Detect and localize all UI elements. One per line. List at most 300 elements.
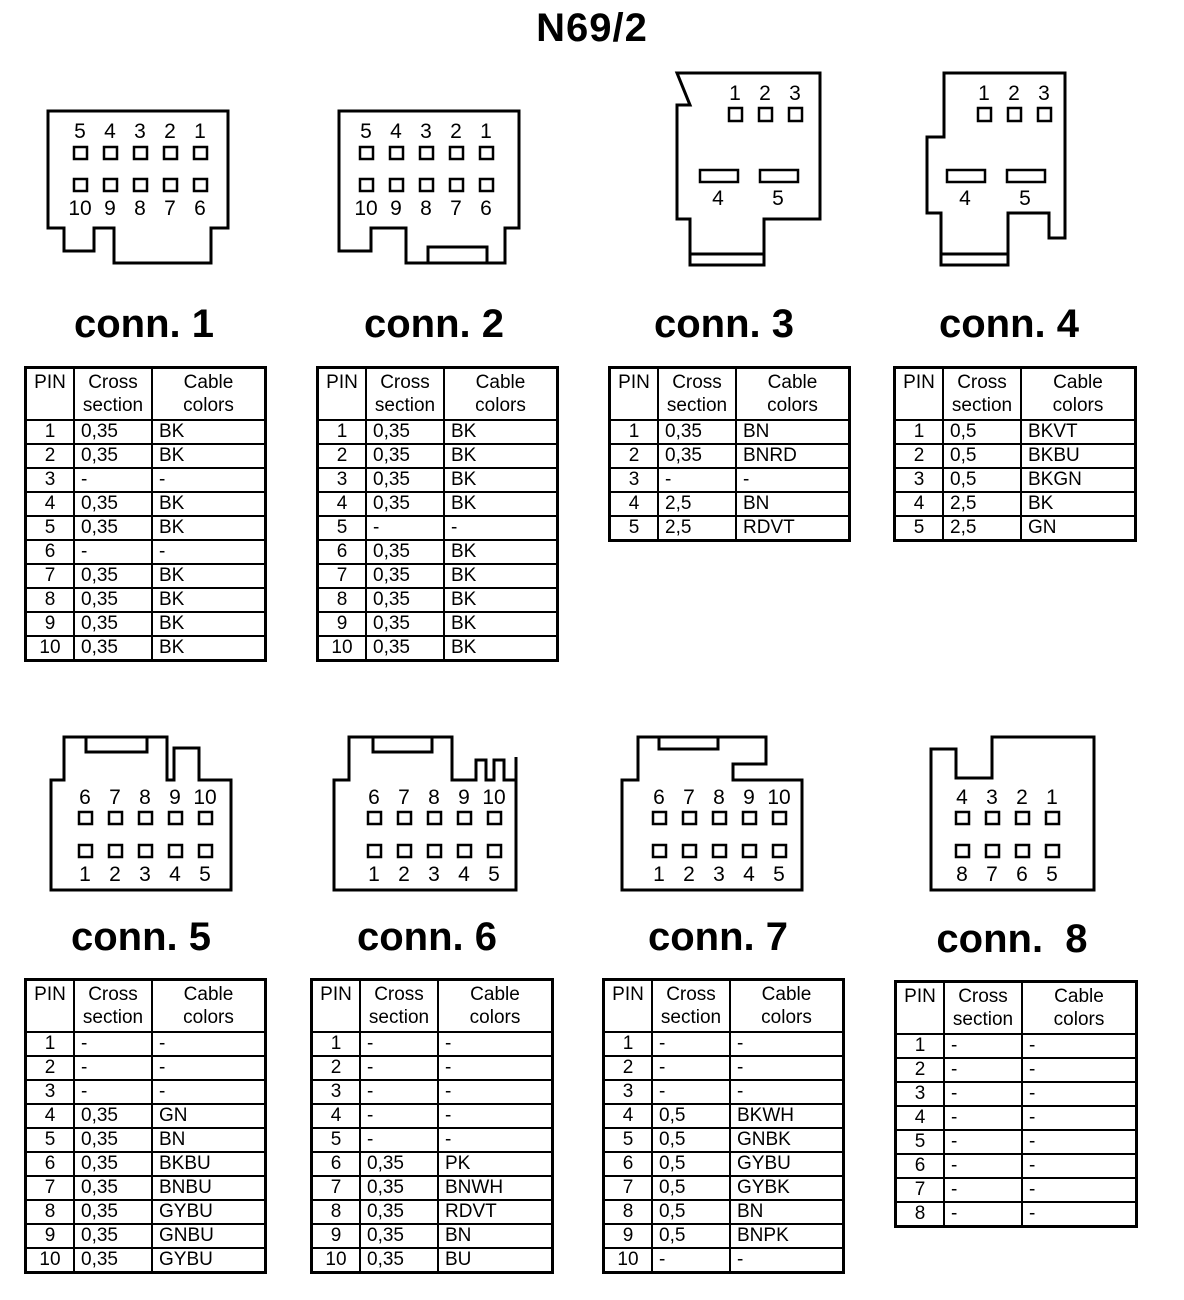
cross-section-value: 0,5 (652, 1200, 730, 1224)
cross-section-value: 0,5 (943, 444, 1021, 468)
connector-8-pin-table (894, 980, 1138, 1228)
cross-section-value: - (360, 1080, 438, 1104)
header-pin: PIN (610, 368, 659, 421)
cable-color-value: - (1022, 1178, 1137, 1202)
pin-number-label: 4 (104, 120, 116, 143)
table-header-row (896, 982, 1137, 1035)
pin-number: 9 (604, 1224, 653, 1248)
pin-number-label: 9 (390, 197, 402, 220)
pin-number-label: 3 (713, 863, 725, 886)
cross-section-value: 0,35 (74, 588, 152, 612)
cable-color-value: - (730, 1080, 844, 1104)
cable-color-value: BK (444, 564, 558, 588)
cable-color-value: BKBU (1021, 444, 1136, 468)
cable-color-value: - (1022, 1202, 1137, 1227)
pin-number-label: 3 (1038, 82, 1050, 105)
pin-number: 9 (312, 1224, 361, 1248)
table-row (312, 1128, 553, 1152)
header-pin: PIN (312, 980, 361, 1033)
cable-color-value: GYBU (152, 1200, 266, 1224)
table-row (26, 1248, 266, 1273)
pin-number-label: 7 (109, 786, 121, 809)
header-cable-colors: Cable colors (736, 368, 850, 421)
pin-number-label: 1 (1046, 786, 1058, 809)
cable-color-value: BNRD (736, 444, 850, 468)
table-row (895, 468, 1136, 492)
cross-section-value: 0,35 (74, 516, 152, 540)
pin-number: 7 (318, 564, 367, 588)
pin-number: 8 (896, 1202, 945, 1227)
cable-color-value: - (730, 1248, 844, 1273)
cable-color-value: BNWH (438, 1176, 553, 1200)
pin-number-label: 6 (653, 786, 665, 809)
table-row (604, 1152, 844, 1176)
cable-color-value: - (1022, 1130, 1137, 1154)
pin-number: 2 (318, 444, 367, 468)
table-row (896, 1058, 1137, 1082)
pin-number-label: 2 (1008, 82, 1020, 105)
pin-number: 3 (318, 468, 367, 492)
header-cable-colors: Cable colors (1022, 982, 1137, 1035)
pin-number: 5 (610, 516, 659, 541)
cable-color-value: PK (438, 1152, 553, 1176)
cross-section-value: 2,5 (943, 516, 1021, 541)
pin-number-label: 1 (194, 120, 206, 143)
pin-number-label: 6 (79, 786, 91, 809)
pin-number-label: 10 (767, 786, 791, 809)
pin-number-label: 3 (420, 120, 432, 143)
cable-color-value: BNPK (730, 1224, 844, 1248)
pin-number: 5 (26, 1128, 75, 1152)
table-row (312, 1080, 553, 1104)
pin-number-label: 4 (959, 187, 971, 210)
pin-number: 1 (26, 1032, 75, 1056)
cross-section-value: 0,5 (652, 1128, 730, 1152)
cross-section-value: 0,35 (74, 492, 152, 516)
table-row (895, 420, 1136, 444)
table-row (26, 636, 266, 661)
pin-number-label: 1 (978, 82, 990, 105)
cable-color-value: BNBU (152, 1176, 266, 1200)
cable-color-value: - (1022, 1082, 1137, 1106)
cable-color-value: BKVT (1021, 420, 1136, 444)
cross-section-value: 0,5 (943, 468, 1021, 492)
pin-number-label: 3 (134, 120, 146, 143)
header-pin: PIN (896, 982, 945, 1035)
pin-number: 4 (895, 492, 944, 516)
pin-number: 4 (26, 492, 75, 516)
connector-6-latch (373, 737, 432, 752)
cross-section-value: 0,35 (366, 612, 444, 636)
cable-color-value: BK (152, 636, 266, 661)
pin-number-label: 2 (683, 863, 695, 886)
pin-number: 10 (604, 1248, 653, 1273)
pin-number-label: 1 (79, 863, 91, 886)
cross-section-value: - (652, 1080, 730, 1104)
pin-number: 2 (26, 1056, 75, 1080)
pin-number-label: 10 (482, 786, 506, 809)
pin-number: 2 (895, 444, 944, 468)
pin-number: 3 (26, 468, 75, 492)
table-row (896, 1154, 1137, 1178)
pin-number: 8 (26, 1200, 75, 1224)
pin-number-label: 4 (743, 863, 755, 886)
pin-number-label: 4 (169, 863, 181, 886)
header-pin: PIN (26, 980, 75, 1033)
pin-number: 1 (604, 1032, 653, 1056)
cross-section-value: 2,5 (658, 516, 736, 541)
pin-number-label: 5 (488, 863, 500, 886)
pin-number: 10 (26, 1248, 75, 1273)
cross-section-value: - (944, 1106, 1022, 1130)
table-row (26, 1152, 266, 1176)
cable-color-value: GNBU (152, 1224, 266, 1248)
cross-section-value: 0,35 (360, 1224, 438, 1248)
connector-4-label: conn. 4 (938, 302, 1080, 346)
pin-number-label: 9 (458, 786, 470, 809)
header-cross-section: Cross section (652, 980, 730, 1033)
table-row (604, 1248, 844, 1273)
cross-section-value: - (944, 1058, 1022, 1082)
cross-section-value: 0,35 (74, 1248, 152, 1273)
connector-5-latch (86, 737, 147, 752)
header-cable-colors: Cable colors (152, 368, 266, 421)
pin-number: 4 (26, 1104, 75, 1128)
cross-section-value: 0,35 (74, 420, 152, 444)
pin-number-label: 10 (193, 786, 217, 809)
pin-number-label: 6 (368, 786, 380, 809)
pin-number-label: 6 (1016, 863, 1028, 886)
pin-number: 2 (312, 1056, 361, 1080)
cross-section-value: 0,35 (366, 492, 444, 516)
header-cross-section: Cross section (366, 368, 444, 421)
pin-number-label: 2 (164, 120, 176, 143)
connector-4-pin-table (893, 366, 1137, 542)
cross-section-value: 0,35 (74, 1152, 152, 1176)
cross-section-value: 0,35 (360, 1176, 438, 1200)
table-row (26, 1224, 266, 1248)
cross-section-value: 0,35 (360, 1200, 438, 1224)
cross-section-value: - (652, 1248, 730, 1273)
pin-number-label: 10 (68, 197, 92, 220)
cable-color-value: BK (444, 540, 558, 564)
cable-color-value: BN (438, 1224, 553, 1248)
cable-color-value: - (438, 1080, 553, 1104)
pin-number-label: 9 (169, 786, 181, 809)
cable-color-value: GYBU (152, 1248, 266, 1273)
connector-6-label: conn. 6 (356, 915, 498, 959)
pin-number: 3 (26, 1080, 75, 1104)
header-pin: PIN (895, 368, 944, 421)
table-header-row (895, 368, 1136, 421)
cross-section-value: - (74, 468, 152, 492)
pin-number: 8 (604, 1200, 653, 1224)
cable-color-value: RDVT (438, 1200, 553, 1224)
pin-number-label: 9 (104, 197, 116, 220)
pin-number-label: 10 (354, 197, 378, 220)
table-row (26, 444, 266, 468)
pin-number: 2 (610, 444, 659, 468)
cable-color-value: BN (152, 1128, 266, 1152)
pin-number: 2 (604, 1056, 653, 1080)
connector-2-label: conn. 2 (363, 302, 505, 346)
table-row (26, 492, 266, 516)
pin-number: 1 (610, 420, 659, 444)
header-pin: PIN (318, 368, 367, 421)
pin-number: 2 (26, 444, 75, 468)
cable-color-value: - (438, 1056, 553, 1080)
pin-number: 8 (318, 588, 367, 612)
table-row (312, 1224, 553, 1248)
cable-color-value: - (1022, 1154, 1137, 1178)
cable-color-value: BK (444, 636, 558, 661)
pin-number: 6 (896, 1154, 945, 1178)
table-row (312, 1200, 553, 1224)
pin-number: 1 (26, 420, 75, 444)
pin-number-label: 5 (1046, 863, 1058, 886)
table-row (895, 444, 1136, 468)
pin-number: 7 (26, 564, 75, 588)
cross-section-value: - (360, 1056, 438, 1080)
cross-section-value: - (658, 468, 736, 492)
header-cable-colors: Cable colors (438, 980, 553, 1033)
pin-number: 1 (896, 1034, 945, 1058)
cross-section-value: 0,5 (652, 1176, 730, 1200)
connector-6-pin-table (310, 978, 554, 1274)
table-row (312, 1032, 553, 1056)
table-row (26, 612, 266, 636)
pin-number-label: 8 (713, 786, 725, 809)
cable-color-value: - (152, 468, 266, 492)
pin-number: 6 (312, 1152, 361, 1176)
table-row (318, 540, 558, 564)
cross-section-value: 0,35 (74, 1224, 152, 1248)
table-row (895, 492, 1136, 516)
pin-number: 1 (318, 420, 367, 444)
pin-number-label: 7 (986, 863, 998, 886)
table-header-row (312, 980, 553, 1033)
table-row (896, 1034, 1137, 1058)
pin-number: 7 (312, 1176, 361, 1200)
pin-number-label: 4 (458, 863, 470, 886)
pin-number-label: 7 (450, 197, 462, 220)
pin-number: 3 (604, 1080, 653, 1104)
cable-color-value: - (152, 1080, 266, 1104)
pin-number-label: 5 (360, 120, 372, 143)
pin-number: 6 (604, 1152, 653, 1176)
cross-section-value: - (360, 1032, 438, 1056)
header-cross-section: Cross section (360, 980, 438, 1033)
pin-number-label: 8 (420, 197, 432, 220)
connector-2-latch (428, 247, 487, 263)
cross-section-value: - (944, 1082, 1022, 1106)
pin-number-label: 7 (164, 197, 176, 220)
cable-color-value: BU (438, 1248, 553, 1273)
pin-number-label: 1 (480, 120, 492, 143)
table-row (318, 420, 558, 444)
cable-color-value: BK (444, 444, 558, 468)
header-cable-colors: Cable colors (444, 368, 558, 421)
cable-color-value: BN (730, 1200, 844, 1224)
cable-color-value: BK (1021, 492, 1136, 516)
pin-number: 5 (604, 1128, 653, 1152)
cable-color-value: - (730, 1056, 844, 1080)
cross-section-value: 0,35 (360, 1248, 438, 1273)
connector-3-pin-table (608, 366, 851, 542)
pin-number: 4 (318, 492, 367, 516)
cross-section-value: 0,35 (74, 636, 152, 661)
pin-number-label: 2 (1016, 786, 1028, 809)
table-row (312, 1176, 553, 1200)
cross-section-value: 0,35 (658, 420, 736, 444)
cross-section-value: - (360, 1128, 438, 1152)
cross-section-value: 0,35 (366, 588, 444, 612)
table-row (610, 492, 850, 516)
table-row (896, 1106, 1137, 1130)
pin-number: 9 (318, 612, 367, 636)
table-row (896, 1082, 1137, 1106)
cable-color-value: BK (152, 420, 266, 444)
table-row (26, 1176, 266, 1200)
cross-section-value: 0,35 (366, 468, 444, 492)
cross-section-value: - (944, 1202, 1022, 1227)
cross-section-value: 0,5 (943, 420, 1021, 444)
cable-color-value: - (1022, 1106, 1137, 1130)
table-row (312, 1104, 553, 1128)
table-row (26, 588, 266, 612)
pin-number-label: 7 (683, 786, 695, 809)
connector-5-label: conn. 5 (70, 915, 212, 959)
cable-color-value: - (152, 540, 266, 564)
connector-7-pin-table (602, 978, 845, 1274)
pin-number-label: 2 (450, 120, 462, 143)
cross-section-value: 0,35 (360, 1152, 438, 1176)
table-row (604, 1056, 844, 1080)
connector-7-latch (659, 737, 718, 749)
table-row (896, 1130, 1137, 1154)
table-row (312, 1056, 553, 1080)
cable-color-value: - (152, 1056, 266, 1080)
pin-number: 9 (26, 612, 75, 636)
cross-section-value: 0,35 (74, 1128, 152, 1152)
cross-section-value: 0,35 (658, 444, 736, 468)
header-pin: PIN (604, 980, 653, 1033)
cable-color-value: - (152, 1032, 266, 1056)
cross-section-value: 0,35 (74, 1176, 152, 1200)
pin-number-label: 8 (956, 863, 968, 886)
cable-color-value: BK (152, 492, 266, 516)
cross-section-value: - (74, 540, 152, 564)
table-row (604, 1032, 844, 1056)
pin-number-label: 6 (480, 197, 492, 220)
pin-number-label: 3 (139, 863, 151, 886)
header-cable-colors: Cable colors (152, 980, 266, 1033)
pin-number: 6 (26, 540, 75, 564)
cable-color-value: - (438, 1104, 553, 1128)
pin-number-label: 8 (139, 786, 151, 809)
table-row (26, 1032, 266, 1056)
cable-color-value: BK (152, 564, 266, 588)
pin-number: 7 (896, 1178, 945, 1202)
cable-color-value: BN (736, 492, 850, 516)
cross-section-value: - (944, 1130, 1022, 1154)
pin-number: 1 (895, 420, 944, 444)
cable-color-value: BKWH (730, 1104, 844, 1128)
cross-section-value: 2,5 (658, 492, 736, 516)
cable-color-value: - (1022, 1058, 1137, 1082)
cross-section-value: 0,35 (74, 612, 152, 636)
table-row (604, 1176, 844, 1200)
table-row (610, 420, 850, 444)
pin-number-label: 5 (74, 120, 86, 143)
pin-number: 3 (312, 1080, 361, 1104)
page-title: N69/2 (536, 6, 648, 50)
cable-color-value: BK (444, 588, 558, 612)
cross-section-value: 0,35 (74, 1104, 152, 1128)
header-cable-colors: Cable colors (730, 980, 844, 1033)
pin-number: 10 (26, 636, 75, 661)
table-row (26, 1080, 266, 1104)
cable-color-value: BK (444, 420, 558, 444)
cross-section-value: - (74, 1080, 152, 1104)
pin-number-label: 6 (194, 197, 206, 220)
pin-number: 5 (896, 1130, 945, 1154)
cable-color-value: BK (152, 588, 266, 612)
pin-number-label: 3 (428, 863, 440, 886)
pin-number: 5 (26, 516, 75, 540)
table-header-row (318, 368, 558, 421)
pin-number: 4 (610, 492, 659, 516)
cross-section-value: - (944, 1178, 1022, 1202)
pin-number: 5 (312, 1128, 361, 1152)
table-row (318, 444, 558, 468)
cross-section-value: 0,35 (366, 540, 444, 564)
connector-1-pin-table (24, 366, 267, 662)
pin-number-label: 1 (653, 863, 665, 886)
cable-color-value: GN (152, 1104, 266, 1128)
header-cross-section: Cross section (74, 368, 152, 421)
pin-number: 4 (312, 1104, 361, 1128)
pin-number-label: 5 (773, 863, 785, 886)
pin-number: 8 (312, 1200, 361, 1224)
pin-number: 4 (604, 1104, 653, 1128)
header-pin: PIN (26, 368, 75, 421)
table-row (26, 516, 266, 540)
pin-number-label: 3 (986, 786, 998, 809)
connector-5-pin-table (24, 978, 267, 1274)
table-row (26, 468, 266, 492)
cross-section-value: - (944, 1034, 1022, 1058)
table-row (318, 564, 558, 588)
pin-number: 3 (610, 468, 659, 492)
header-cross-section: Cross section (944, 982, 1022, 1035)
table-header-row (26, 368, 266, 421)
cross-section-value: 0,35 (74, 1200, 152, 1224)
cross-section-value: 0,35 (366, 636, 444, 661)
cross-section-value: - (74, 1032, 152, 1056)
table-row (26, 540, 266, 564)
pin-number: 3 (896, 1082, 945, 1106)
table-row (26, 1056, 266, 1080)
cable-color-value: - (730, 1032, 844, 1056)
cross-section-value: 0,35 (366, 564, 444, 588)
table-row (604, 1080, 844, 1104)
cable-color-value: - (438, 1032, 553, 1056)
cable-color-value: - (438, 1128, 553, 1152)
table-header-row (26, 980, 266, 1033)
table-row (604, 1200, 844, 1224)
connector-8-label: conn. 8 (936, 917, 1088, 961)
